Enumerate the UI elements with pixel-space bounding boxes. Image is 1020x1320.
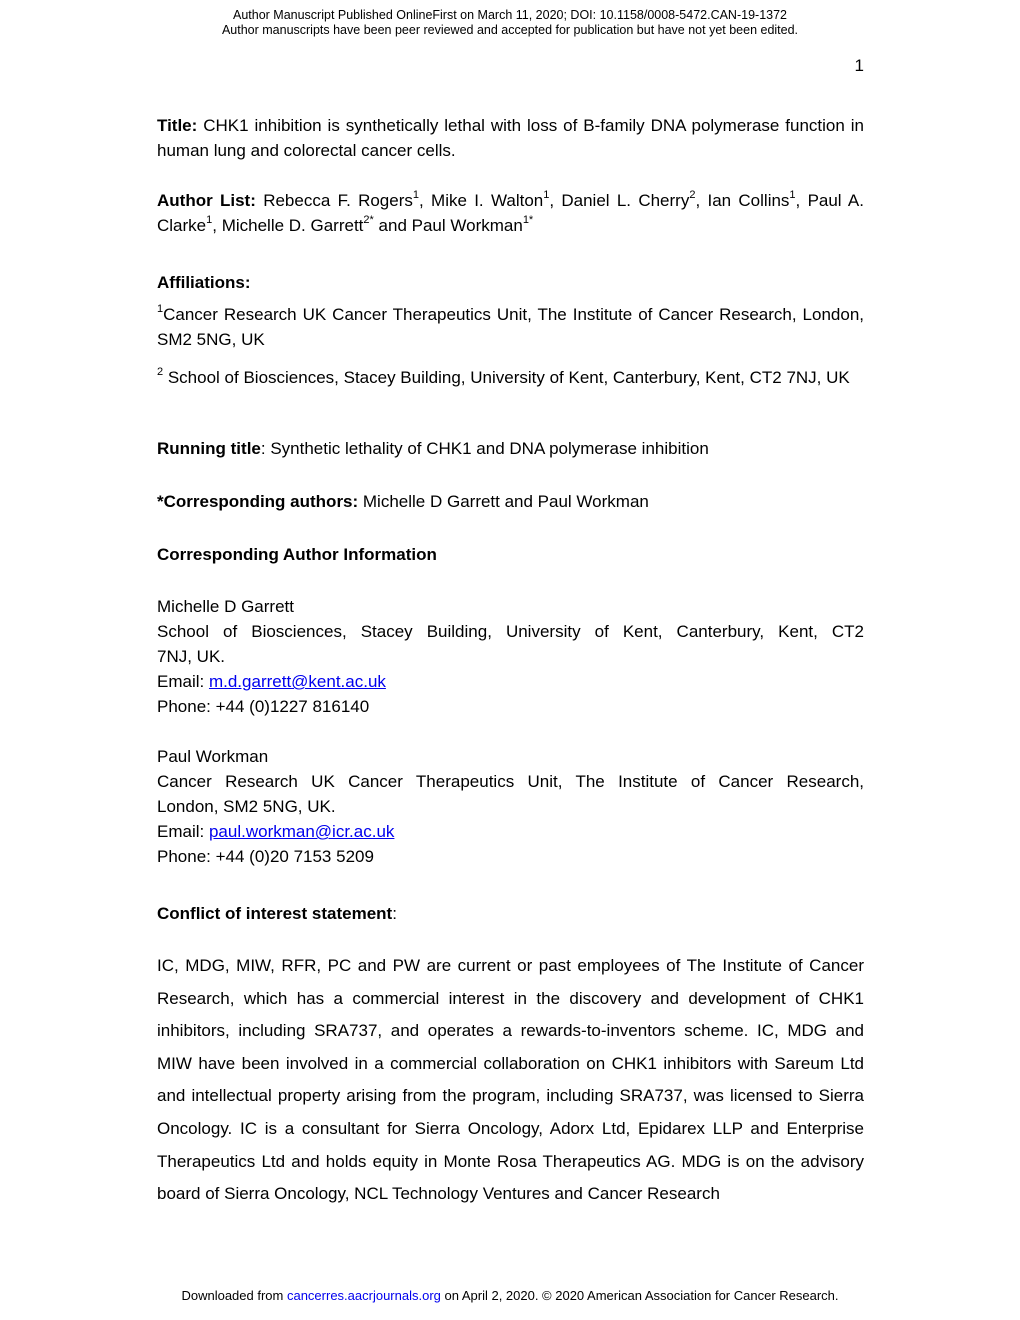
- journal-link[interactable]: cancerres.aacrjournals.org: [286, 1288, 441, 1303]
- contact-workman: [157, 744, 864, 869]
- author-3-affiliation: 1: [789, 189, 796, 202]
- email-link[interactable]: m.d.garrett@kent.ac.uk: [208, 672, 386, 691]
- conflict-statement: IC, MDG, MIW, RFR, PC and PW are current or past employees of The Institute of Cancer Research, which has a commercial interest in the discovery and development of CHK1 inhibitors, including SRA737, and operates a rewards-to-inventors scheme. IC, MDG and MIW have been involved in a commercial collaboration on CHK1 inhibitors with Sareum Ltd and intellectual property arising from the program, including SRA737, was licensed to Sierra Oncology. IC is a consultant for Sierra Oncology, Adorx Ltd, Epidarex LLP and Enterprise Therapeutics Ltd and holds equity in Monte Rosa Therapeutics AG. MDG is on the advisory board of Sierra Oncology, NCL Technology Ventures and Cancer Research: [157, 956, 864, 1204]
- affiliation-2: [157, 361, 864, 394]
- title-text: CHK1 inhibition is synthetically lethal with loss of B-family DNA polymerase function in human lung and colorectal cancer cells.: [157, 116, 864, 160]
- author-0: Rebecca F. Rogers$^1$,: [263, 189, 432, 210]
- corresponding-info-heading: Corresponding Author Information: [157, 545, 437, 564]
- author-4: Paul A. Clarke$^1$,: [157, 191, 864, 235]
- conflict-heading-colon: :: [392, 904, 397, 923]
- author-list-label: Author List:: [157, 191, 256, 210]
- author-5-affiliation: 2*: [363, 214, 374, 227]
- contact-email-line: Email: m.d.garrett@kent.ac.uk: [157, 672, 386, 691]
- conflict-heading: [157, 901, 864, 926]
- author-2: Daniel L. Cherry$^2$,: [561, 189, 708, 210]
- email-link[interactable]: paul.workman@icr.ac.uk: [208, 822, 395, 841]
- affiliation-1-text: Cancer Research UK Cancer Therapeutics Unit, The Institute of Cancer Research, London, SM2 5NG, UK: [157, 305, 864, 349]
- corresponding-authors-label: *Corresponding authors:: [157, 492, 359, 511]
- affiliations-heading: Affiliations:: [157, 273, 251, 292]
- title-block: [157, 113, 864, 163]
- author-list: [157, 188, 864, 238]
- contact-phone: Phone: +44 (0)20 7153 5209: [157, 847, 374, 866]
- running-title-text: : Synthetic lethality of CHK1 and DNA polymerase inhibition: [260, 439, 709, 458]
- affiliation-2-text: School of Biosciences, Stacey Building, University of Kent, Canterbury, Kent, CT2 7NJ, UK: [163, 368, 850, 387]
- corresponding-authors-names: Michelle D Garrett and Paul Workman: [358, 492, 649, 511]
- contact-address: School of Biosciences, Stacey Building, University of Kent, Canterbury, Kent, CT2: [157, 622, 864, 641]
- page-number: 1: [854, 56, 864, 75]
- author-6-affiliation: 1*: [522, 214, 534, 227]
- footer-suffix: on April 2, 2020. © 2020 American Association for Cancer Research.: [440, 1288, 839, 1303]
- contact-phone: Phone: +44 (0)1227 816140: [157, 697, 370, 716]
- download-footer: [0, 1288, 1020, 1303]
- affiliation-2-number: 2: [157, 366, 164, 379]
- author-5: Michelle D. Garrett$^{2*}$ and: [221, 214, 412, 235]
- manuscript-status-line: Author Manuscript Published OnlineFirst on March 11, 2020; DOI: 10.1158/0008-5472.CAN-19-1372: [232, 8, 788, 22]
- contact-name: Paul Workman: [157, 747, 269, 766]
- author-2-affiliation: 2: [689, 189, 696, 202]
- author-6: Paul Workman$^{1*}$: [411, 214, 534, 235]
- affiliation-1-number: 1: [157, 303, 164, 316]
- contact-address-cont: 7NJ, UK.: [157, 647, 226, 666]
- running-title: [157, 436, 864, 461]
- footer-prefix: Downloaded from: [181, 1288, 287, 1303]
- contact-name: Michelle D Garrett: [157, 597, 294, 616]
- author-3: Ian Collins$^1$,: [707, 189, 808, 210]
- peer-review-note: Author manuscripts have been peer reviewed and accepted for publication but have not yet been edited.: [221, 23, 799, 37]
- corresponding-authors: [157, 489, 864, 514]
- author-0-affiliation: 1: [412, 189, 420, 202]
- affiliation-1: [157, 302, 864, 352]
- title-label: Title:: [157, 116, 198, 135]
- contact-address: Cancer Research UK Cancer Therapeutics Unit, The Institute of Cancer Research,: [157, 772, 864, 791]
- author-4-affiliation: 1: [206, 214, 213, 227]
- author-1-affiliation: 1: [543, 189, 550, 202]
- author-1: Mike I. Walton$^1$,: [431, 189, 562, 210]
- contact-address-cont: London, SM2 5NG, UK.: [157, 797, 336, 816]
- contact-garrett: [157, 594, 864, 719]
- running-title-label: Running title: [157, 439, 261, 458]
- conflict-heading-text: Conflict of interest statement: [157, 904, 393, 923]
- contact-email-line: Email: paul.workman@icr.ac.uk: [157, 822, 395, 841]
